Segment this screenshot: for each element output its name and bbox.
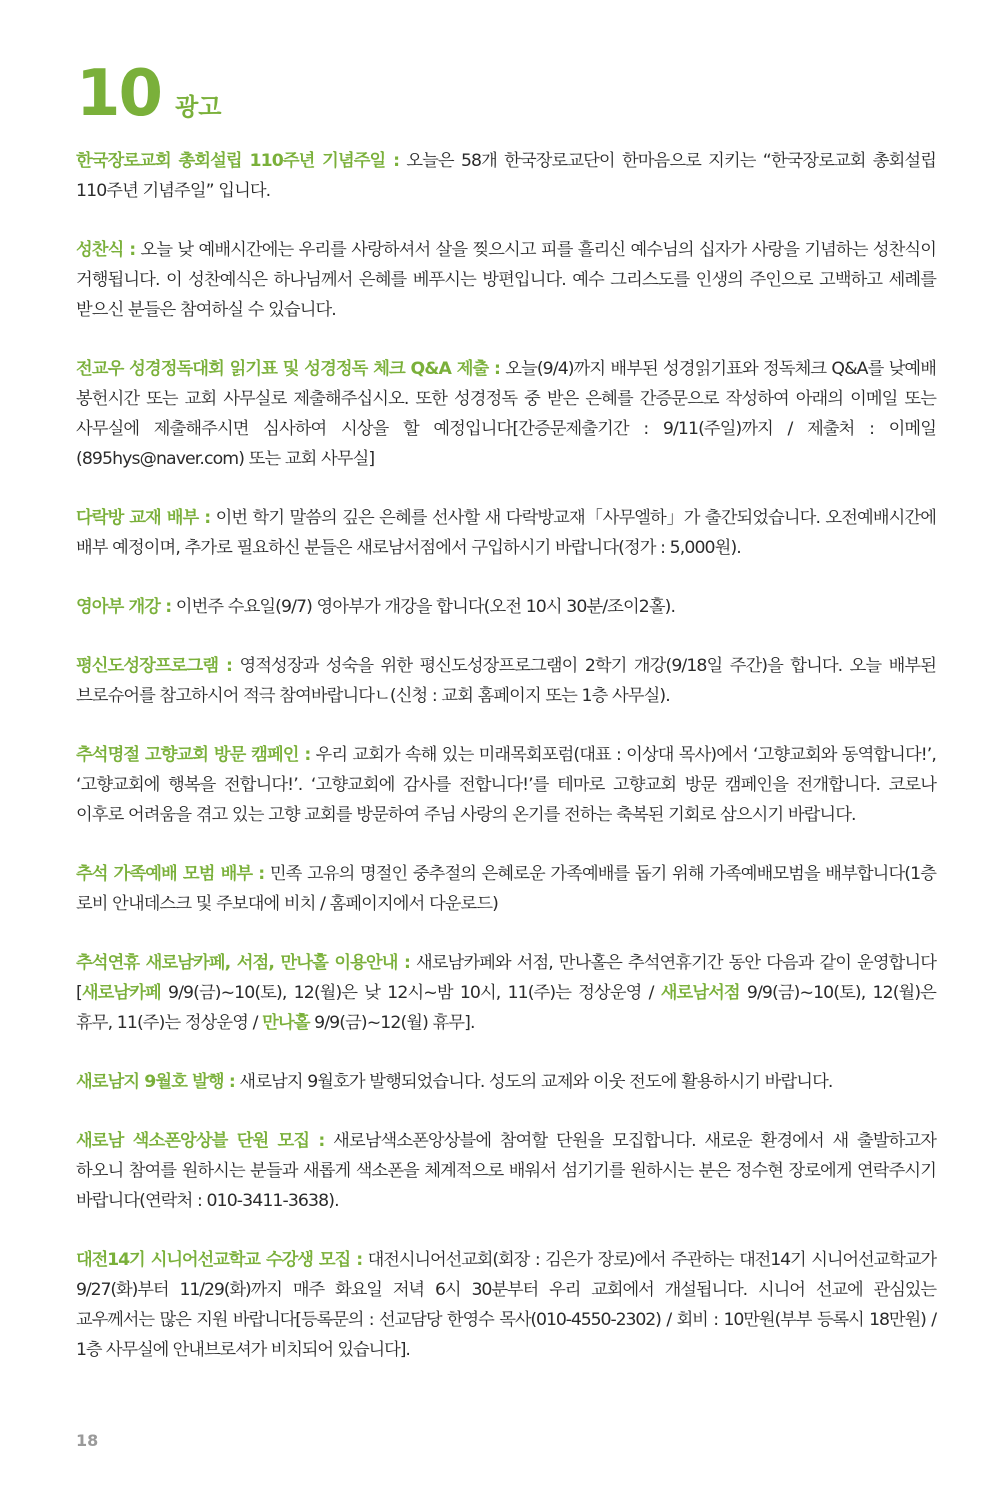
announcement-title: 추석연휴 새로남카페, 서점, 만나홀 이용안내 : [76,953,410,973]
announcement-body: 새로남카페와 서점, 만나홀은 추석연휴기간 동안 다음과 같이 운영합니다 [ [76,953,936,1003]
highlight-manna-hall: 만나홀 [262,1013,310,1033]
announcement-body: 민족 고유의 명절인 중추절의 은혜로운 가족예배를 돕기 위해 가족예배모범을 배부합니다(1층 로비 안내데스크 및 주보대에 비치 / 홈페이지에서 다운로드) [76,864,937,914]
announcement-title: 성찬식 : [76,240,136,260]
announcement-body: 오늘(9/4)까지 배부된 성경읽기표와 정독체크 Q&A를 낮예배 봉헌시간 또는 교회 사무실로 제출해주십시오. 또한 성경정독 중 받은 은혜를 간증문으로 작성하여 아래의 이메일 또는 사무실에 제출해주시면 심사하여 시상을 할 예정입니다[간증문제출기간 : 9/11(주일)까지 / 제출처 : 이메일(895hys@naver.com) 또는 교회 사무실] [76,359,936,469]
page-number: 18 [76,1431,99,1450]
announcement-title: 다락방 교재 배부 : [76,508,211,528]
announcement-title: 추석명절 고향교회 방문 캠페인 : [76,745,311,765]
announcement-item [76,740,936,830]
highlight-bookstore: 새로남서점 [660,983,740,1003]
announcement-body: 새로남지 9월호가 발행되었습니다. 성도의 교제와 이웃 전도에 활용하시기 바랍니다. [234,1072,833,1092]
section-title: 광고 [175,93,222,121]
announcement-item [76,1126,936,1216]
announcement-item [76,235,936,325]
announcement-title: 추석 가족예배 모범 배부 : [76,864,265,884]
announcement-body: 이번 학기 말씀의 깊은 은혜를 선사할 새 다락방교재「사무엘하」가 출간되었습니다. 오전예배시간에 배부 예정이며, 추가로 필요하신 분들은 새로남서점에서 구입하시기 바랍니다(정가 : 5,000원). [76,508,936,558]
announcement-body: 9/9(금)~10(토), 12(월)은 휴무, 11(주)는 정상운영 / [76,983,936,1033]
announcement-title: 새로남 색소폰앙상블 단원 모집 : [76,1131,325,1151]
announcement-body: 오늘 낮 예배시간에는 우리를 사랑하셔서 살을 찢으시고 피를 흘리신 예수님의 십자가 사랑을 기념하는 성찬식이 거행됩니다. 이 성찬예식은 하나님께서 은혜를 베푸시는 방편입니다. 예수 그리스도를 인생의 주인으로 고백하고 세례를 받으신 분들은 참여하실 수 있습니다. [76,240,936,320]
announcement-body: 오늘은 58개 한국장로교단이 한마음으로 지키는 “한국장로교회 총회설립 110주년 기념주일” 입니다. [76,151,936,201]
announcement-body: 우리 교회가 속해 있는 미래목회포럼(대표 : 이상대 목사)에서 ‘고향교회와 동역합니다!’, ‘고향교회에 행복을 전합니다!’. ‘고향교회에 감사를 전합니다!’를 테마로 고향교회 방문 캠페인을 전개합니다. 코로나 이후로 어려움을 겪고 있는 고향 교회를 방문하여 주님 사랑의 온기를 전하는 축복된 기회로 삼으시기 바랍니다. [76,745,936,825]
announcement-item [76,354,936,474]
announcement-title: 한국장로교회 총회설립 110주년 기념주일 : [76,151,400,171]
announcement-item [76,592,936,622]
announcement-title: 전교우 성경정독대회 읽기표 및 성경정독 체크 Q&A 제출 : [76,359,501,379]
announcement-title: 새로남지 9월호 발행 : [76,1072,235,1092]
announcement-title: 영아부 개강 : [76,597,172,617]
announcement-body: 9/9(금)~12(월) 휴무]. [309,1013,475,1033]
announcement-body: 새로남색소폰앙상블에 참여할 단원을 모집합니다. 새로운 환경에서 새 출발하고자 하오니 참여를 원하시는 분들과 새롭게 색소폰을 체계적으로 배워서 섬기기를 원하시는 분은 정수현 장로에게 연락주시기 바랍니다(연락처 : 010-3411-3638). [76,1131,936,1211]
announcement-body: 9/9(금)~10(토), 12(월)은 낮 12시~밤 10시, 11(주)는 정상운영 / [160,983,661,1003]
announcement-item [76,146,936,206]
announcement-title: 평신도성장프로그램 : [76,656,233,676]
announcement-item [76,948,936,1038]
highlight-cafe: 새로남카페 [81,983,161,1003]
announcement-title: 대전14기 시니어선교학교 수강생 모집 : [76,1250,363,1270]
announcement-body: 이번주 수요일(9/7) 영아부가 개강을 합니다(오전 10시 30분/조이2홀). [171,597,676,617]
announcement-item [76,503,936,563]
announcement-item [76,1245,936,1365]
announcement-item [76,859,936,919]
announcement-list [76,146,936,1394]
announcement-body: 대전시니어선교회(회장 : 김은가 장로)에서 주관하는 대전14기 시니어선교학교가 9/27(화)부터 11/29(화)까지 매주 화요일 저녁 6시 30분부터 우리 교회에서 개설됩니다. 시니어 선교에 관심있는 교우께서는 많은 지원 바랍니다[등록문의 : 선교담당 한영수 목사(010-4550-2302) / 회비 : 10만원(부부 등록시 18만원) / 1층 사무실에 안내브로셔가 비치되어 있습니다]. [76,1250,936,1360]
announcement-body: 영적성장과 성숙을 위한 평신도성장프로그램이 2학기 개강(9/18일 주간)을 합니다. 오늘 배부된 브로슈어를 참고하시어 적극 참여바랍니다ㄴ(신청 : 교회 홈페이지 또는 1층 사무실). [76,656,936,706]
section-header [76,57,222,131]
announcement-item [76,1067,936,1097]
section-number: 10 [76,57,162,131]
announcement-item [76,651,936,711]
